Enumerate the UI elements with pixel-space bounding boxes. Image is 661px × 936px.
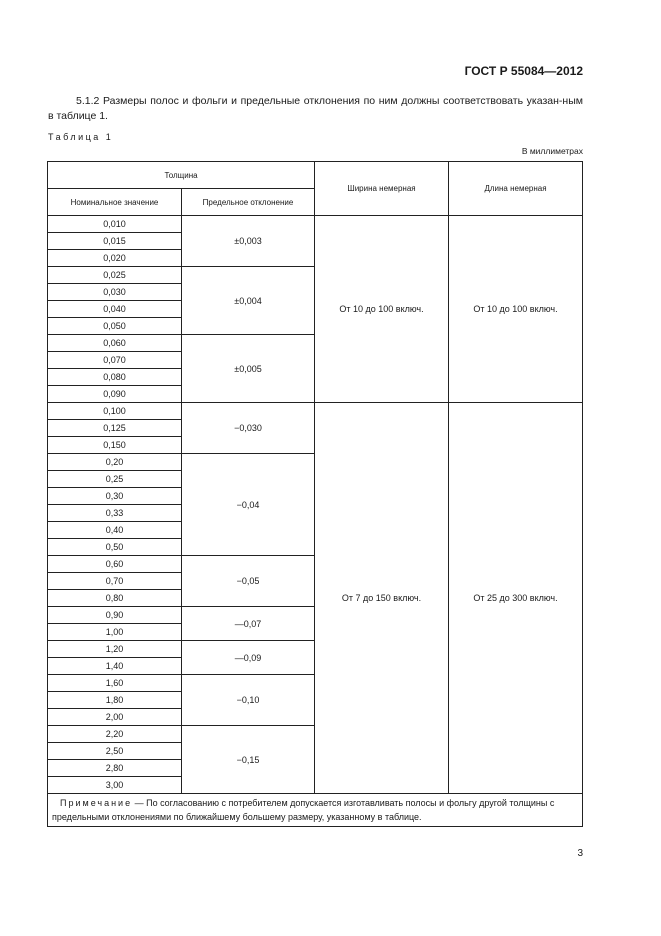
length-cell: От 10 до 100 включ. [449,216,583,403]
nominal-cell: 0,090 [48,386,182,403]
nominal-cell: 1,80 [48,692,182,709]
nominal-cell: 0,020 [48,250,182,267]
nominal-cell: 0,060 [48,335,182,352]
deviation-cell: ±0,004 [182,267,315,335]
nominal-cell: 0,33 [48,505,182,522]
nominal-cell: 0,150 [48,437,182,454]
nominal-cell: 0,25 [48,471,182,488]
nominal-cell: 0,025 [48,267,182,284]
nominal-cell: 0,90 [48,607,182,624]
nominal-cell: 0,015 [48,233,182,250]
deviation-cell: −0,030 [182,403,315,454]
nominal-cell: 2,80 [48,760,182,777]
deviation-cell: −0,04 [182,454,315,556]
nominal-cell: 2,00 [48,709,182,726]
nominal-cell: 1,40 [48,658,182,675]
thickness-header: Толщина [48,162,315,189]
width-header: Ширина немерная [315,162,449,216]
nominal-cell: 1,60 [48,675,182,692]
length-cell: От 25 до 300 включ. [449,403,583,794]
nominal-cell: 0,40 [48,522,182,539]
length-header: Длина немерная [449,162,583,216]
units-label: В миллиметрах [521,146,583,156]
nominal-cell: 2,50 [48,743,182,760]
nominal-cell: 0,125 [48,420,182,437]
width-cell: От 10 до 100 включ. [315,216,449,403]
nominal-cell: 2,20 [48,726,182,743]
deviation-cell: ±0,005 [182,335,315,403]
nominal-cell: 0,050 [48,318,182,335]
nominal-cell: 0,040 [48,301,182,318]
nominal-cell: 0,30 [48,488,182,505]
nominal-cell: 0,100 [48,403,182,420]
nominal-cell: 0,50 [48,539,182,556]
width-cell: От 7 до 150 включ. [315,403,449,794]
note-text: — По согласованию с потребителем допускается изготавливать полосы и фольгу другой толщины с предельными отклонениями по ближайшему большему размеру, указанному в таблице. [52,798,555,822]
nominal-cell: 0,010 [48,216,182,233]
nominal-cell: 0,070 [48,352,182,369]
nominal-cell: 0,70 [48,573,182,590]
deviation-cell: −0,10 [182,675,315,726]
nominal-cell: 3,00 [48,777,182,794]
deviation-cell: —0,09 [182,641,315,675]
table-note [48,794,583,827]
nominal-cell: 0,030 [48,284,182,301]
clause-paragraph: 5.1.2 Размеры полос и фольги и предельные отклонения по ним должны соответствовать указан-ным в таблице 1. [48,95,583,122]
document-code: ГОСТ Р 55084—2012 [464,64,583,78]
table-caption: Таблица 1 [48,132,114,142]
nominal-cell: 1,20 [48,641,182,658]
dimensions-table [47,161,583,827]
nominal-cell: 0,080 [48,369,182,386]
deviation-cell: −0,15 [182,726,315,794]
page-number: 3 [577,848,583,859]
deviation-cell: −0,05 [182,556,315,607]
nominal-cell: 0,80 [48,590,182,607]
deviation-cell: ±0,003 [182,216,315,267]
nominal-cell: 0,20 [48,454,182,471]
nominal-cell: 1,00 [48,624,182,641]
nominal-cell: 0,60 [48,556,182,573]
deviation-header: Предельное отклонение [182,189,315,216]
nominal-header: Номинальное значение [48,189,182,216]
note-label: Примечание [60,798,133,808]
deviation-cell: —0,07 [182,607,315,641]
